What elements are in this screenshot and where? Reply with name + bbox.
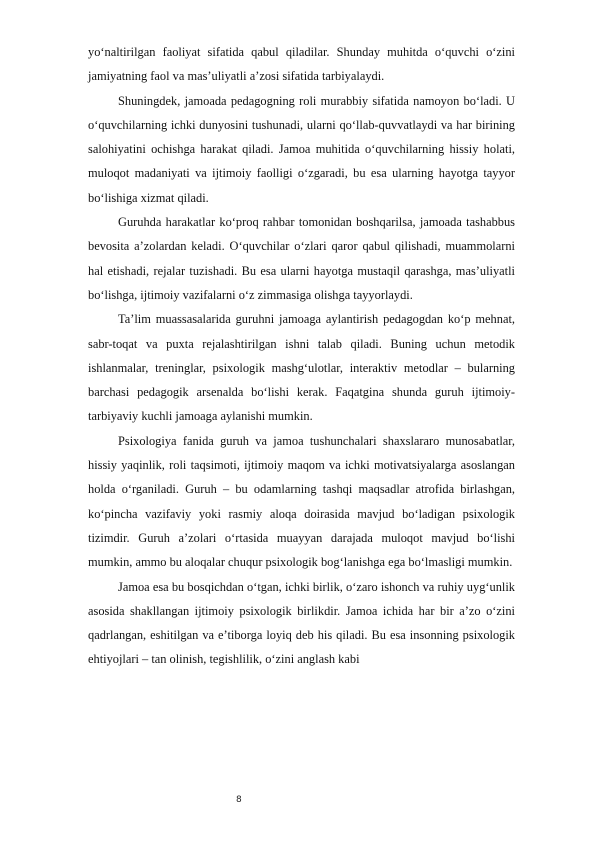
paragraph-talim-muassasalari: Ta’lim muassasalarida guruhni jamoaga aylantirish pedagogdan ko‘p mehnat, sabr-toqat va puxta rejalashtirilgan ishni talab qiladi. Buning uchun metodik ishlanmalar, treninglar, psixologik mashg‘ulotlar, interaktiv metodlar – bularning barchasi pedagogik arsenalda bo‘lishi kerak. Faqatgina shunda guruh ijtimoiy-tarbiyaviy kuchli jamoaga aylanishi mumkin. <box>88 312 515 424</box>
paragraph-continuation: yo‘naltirilgan faoliyat sifatida qabul qiladilar. Shunday muhitda o‘quvchi o‘zini jamiyatning faol va mas’uliyatli a’zosi sifatida tarbiyalaydi. <box>88 45 515 84</box>
paragraph-psixologiya: Psixologiya fanida guruh va jamoa tushunchalari shaxslararo munosabatlar, hissiy yaqinlik, roli taqsimoti, ijtimoiy maqom va ichki motivatsiyalarga asoslangan holda o‘rganiladi. Guruh – bu odamlarning tashqi maqsadlar atrofida birlashgan, ko‘pincha vazifaviy yoki rasmiy aloqa doirasida mavjud bo‘ladigan psixologik tizimdir. Guruh a’zolari o‘rtasida muayyan darajada muloqot mavjud bo‘lishi mumkin, ammo bu aloqalar chuqur psixologik bog‘lanishga ega bo‘lmasligi mumkin. <box>88 433 515 570</box>
paragraph-pedagog-role: Shuningdek, jamoada pedagogning roli murabbiy sifatida namoyon bo‘ladi. U o‘quvchilarning ichki dunyosini tushunadi, ularni qo‘llab-quvvatlaydi va har birining salohiyatini ochishga harakat qiladi. Jamoa muhitida o‘quvchilarning hissiy holati, muloqot madaniyati va ijtimoiy faolligi o‘zgaradi, bu esa ularning hayotga tayyor bo‘lishiga xizmat qiladi. <box>88 93 515 205</box>
document-body <box>88 40 515 672</box>
page-number: 8 <box>236 795 242 805</box>
paragraph-guruh-jamoa: Guruhda harakatlar ko‘proq rahbar tomonidan boshqarilsa, jamoada tashabbus bevosita a’zolardan keladi. O‘quvchilar o‘zlari qaror qabul qilishadi, muammolarni hal etishadi, rejalar tuzishadi. Bu esa ularni hayotga mustaqil qarashga, mas’uliyatli bo‘lishga, ijtimoiy vazifalarni o‘z zimmasiga olishga tayyorlaydi. <box>88 215 515 302</box>
paragraph-jamoa-birlik: Jamoa esa bu bosqichdan o‘tgan, ichki birlik, o‘zaro ishonch va ruhiy uyg‘unlik asosida shakllangan ijtimoiy psixologik birlikdir. Jamoa ichida har bir a’zo o‘zini qadrlangan, eshitilgan va e’tiborga loyiq deb his qiladi. Bu esa insonning psixologik ehtiyojlari – tan olinish, tegishlilik, o‘zini anglash kabi <box>88 579 515 667</box>
